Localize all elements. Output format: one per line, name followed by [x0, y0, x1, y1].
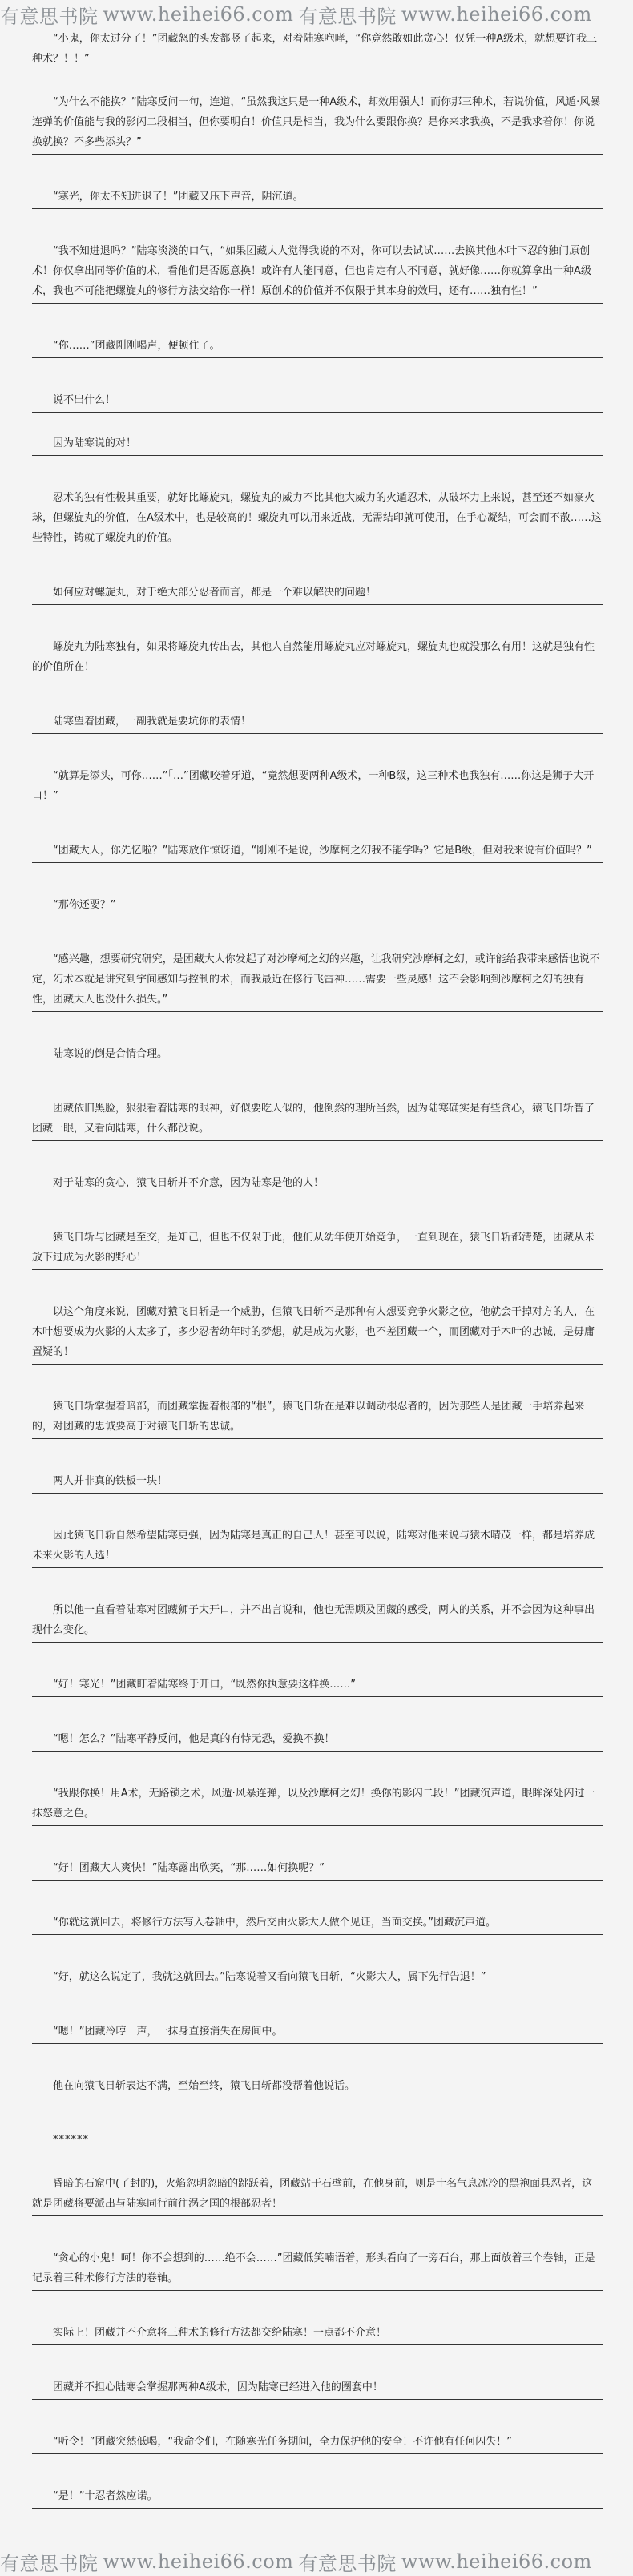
article-body — [32, 29, 603, 2545]
paragraph: “你……”团藏刚刚喝声，便顿住了。 — [32, 336, 603, 358]
watermark-bottom — [0, 2547, 633, 2576]
paragraph: “团藏大人，你先忆啦？”陆寒放作惊讶道，“刚刚不是说，沙摩柯之幻我不能学吗？它是B级，但对我来说有价值吗？” — [32, 841, 603, 863]
paragraph: “听令！”团藏突然低喝，“我命令们，在随寒光任务期间，全力保护他的安全！不许他有任何闪失！” — [32, 2432, 603, 2454]
paragraph: 团藏并不担心陆寒会掌握那两种A级术，因为陆寒已经进入他的圈套中！ — [32, 2377, 603, 2400]
paragraph: 两人并非真的铁板一块！ — [32, 1471, 603, 1494]
paragraph: 因为陆寒说的对！ — [32, 433, 603, 456]
paragraph: 猿飞日斩掌握着暗部，而团藏掌握着根部的“根”，猿飞日斩在是难以调动根忍者的，因为那些人是团藏一手培养起来的，对团藏的忠诚要高于对猿飞日斩的忠诚。 — [32, 1397, 603, 1439]
paragraph: 说不出什么！ — [32, 390, 603, 413]
watermark-site: 有意思书院 — [0, 5, 99, 28]
paragraph: “好，就这么说定了，我就这就回去。”陆寒说着又看向猿飞日斩，“火影大人，属下先行告退！” — [32, 1967, 603, 1989]
paragraph: 团藏依旧黑脸，狠狠看着陆寒的眼神，好似要吃人似的，他倒然的理所当然，因为陆寒确实是有些贪心，猿飞日斩智了团藏一眼，又看向陆寒，什么都没说。 — [32, 1099, 603, 1141]
paragraph: “嗯！怎么？”陆寒平静反问，他是真的有恃无恐，爱换不换！ — [32, 1729, 603, 1752]
paragraph: 所以他一直看着陆寒对团藏狮子大开口，并不出言说和，他也无需顾及团藏的感受，两人的关系，并不会因为这种事出现什么变化。 — [32, 1600, 603, 1643]
watermark-url: www.heihei66.com — [103, 3, 294, 26]
watermark-site: 有意思书院 — [298, 5, 397, 28]
paragraph: “为什么不能换？”陆寒反问一句，连道，“虽然我这只是一种A级术，却效用强大！而你那三种术，若说价值，风遁·风暴连弹的价值能与我的影闪二段相当，但你要明白！价值只是相当，我为什么要跟你换？是你来求我换，不是我求着你！你说换就换？不多些添头？” — [32, 92, 603, 155]
paragraph: 如何应对螺旋丸，对于绝大部分忍者而言，都是一个难以解决的问题！ — [32, 583, 603, 605]
section-divider: ****** — [53, 2134, 89, 2146]
paragraph: “小鬼，你太过分了！”团藏怒的头发都竖了起来，对着陆寒咆哮，“你竟然敢如此贪心！仅凭一种A级术，就想要许我三种术？！！” — [32, 29, 603, 71]
watermark-site: 有意思书院 — [0, 2552, 99, 2575]
paragraph: “寒光，你太不知进退了！”团藏又压下声音，阴沉道。 — [32, 187, 603, 209]
paragraph: 对于陆寒的贪心，猿飞日斩并不介意，因为陆寒是他的人！ — [32, 1173, 603, 1195]
paragraph: 他在向猿飞日斩表达不满，至始至终，猿飞日斩都没帮着他说话。 — [32, 2076, 603, 2098]
watermark-url: www.heihei66.com — [401, 2550, 592, 2573]
paragraph: 昏暗的石窟中(了封的)，火焰忽明忽暗的跳跃着，团藏站于石壁前，在他身前，则是十名气息冰冷的黑袍面具忍者，这就是团藏将要派出与陆寒同行前往涡之国的根部忍者！ — [32, 2174, 603, 2216]
watermark-url: www.heihei66.com — [401, 3, 592, 26]
watermark-url: www.heihei66.com — [103, 2550, 294, 2573]
paragraph: “好！团藏大人爽快！”陆寒露出欣笑，“那……如何换呢？” — [32, 1858, 603, 1881]
paragraph: “感兴趣，想要研究研究，是团藏大人你发起了对沙摩柯之幻的兴趣，让我研究沙摩柯之幻，或许能给我带来感悟也说不定，幻术本就是讲究到宇间感知与控制的术，而我最近在修行飞雷神……需要一些灵感！这不会影响到沙摩柯之幻的独有性，团藏大人也没什么损失。” — [32, 949, 603, 1012]
paragraph: “你就这就回去，将修行方法写入卷轴中，然后交由火影大人做个见证，当面交换。”团藏沉声道。 — [32, 1913, 603, 1935]
paragraph: “是！”十忍者然应诺。 — [32, 2486, 603, 2509]
paragraph: “那你还要？” — [32, 895, 603, 917]
paragraph: “嗯！”团藏冷哼一声，一抹身直接消失在房间中。 — [32, 2022, 603, 2044]
paragraph: “我不知进退吗？”陆寒淡淡的口气，“如果团藏大人觉得我说的不对，你可以去试试……去换其他木叶下忍的独门原创术！你仅拿出同等价值的术，看他们是否愿意换！或许有人能同意，但也肯定有人不同意，就好像……你就算拿出十种A级术，我也不可能把螺旋丸的修行方法交给你一样！原创术的价值并不仅限于其本身的效用，还有……独有性！” — [32, 241, 603, 304]
paragraph: 因此猿飞日斩自然希望陆寒更强，因为陆寒是真正的自己人！甚至可以说，陆寒对他来说与猿木晴茂一样，都是培养成未来火影的人选！ — [32, 1526, 603, 1568]
paragraph: 以这个角度来说，团藏对猿飞日斩是一个威胁，但猿飞日斩不是那种有人想要竞争火影之位，他就会干掉对方的人，在木叶想要成为火影的人太多了，多少忍者幼年时的梦想，就是成为火影，也不差团藏一个，而团藏对于木叶的忠诚，是毋庸置疑的！ — [32, 1302, 603, 1365]
paragraph: 猿飞日斩与团藏是至交，是知己，但也不仅限于此，他们从幼年便开始竞争，一直到现在，猿飞日斩都清楚，团藏从未放下过成为火影的野心！ — [32, 1228, 603, 1270]
paragraph: 螺旋丸为陆寒独有，如果将螺旋丸传出去，其他人自然能用螺旋丸应对螺旋丸，螺旋丸也就没那么有用！这就是独有性的价值所在！ — [32, 637, 603, 679]
watermark-site: 有意思书院 — [298, 2552, 397, 2575]
paragraph: 实际上！团藏并不介意将三种术的修行方法都交给陆寒！一点都不介意！ — [32, 2323, 603, 2345]
watermark-top — [0, 0, 633, 29]
paragraph: “贪心的小鬼！呵！你不会想到的……绝不会……”团藏低笑喃语着，形头看向了一旁石台，那上面放着三个卷轴，正是记录着三种术修行方法的卷轴。 — [32, 2248, 603, 2291]
paragraph: “好！寒光！”团藏盯着陆寒终于开口，“既然你执意要这样换……” — [32, 1675, 603, 1697]
paragraph: 陆寒说的倒是合情合理。 — [32, 1044, 603, 1066]
paragraph: “就算是添头，可你……”「…”团藏咬着牙道，“竟然想要两种A级术，一种B级，这三种术也我独有……你这是狮子大开口！” — [32, 766, 603, 808]
paragraph: “我跟你换！用A术，无路锁之术，风遁·风暴连弹，以及沙摩柯之幻！换你的影闪二段！”团藏沉声道，眼眸深处闪过一抹怒意之色。 — [32, 1784, 603, 1826]
paragraph: 陆寒望着团藏，一副我就是要坑你的表情！ — [32, 712, 603, 734]
paragraph: 忍术的独有性极其重要，就好比螺旋丸，螺旋丸的威力不比其他大威力的火遁忍术，从破坏力上来说，甚至还不如豪火球，但螺旋丸的价值，在A级术中，也是较高的！螺旋丸可以用来近战，无需结印就可使用，在手心凝结，可会而不散……这些特性，铸就了螺旋丸的价值。 — [32, 488, 603, 550]
